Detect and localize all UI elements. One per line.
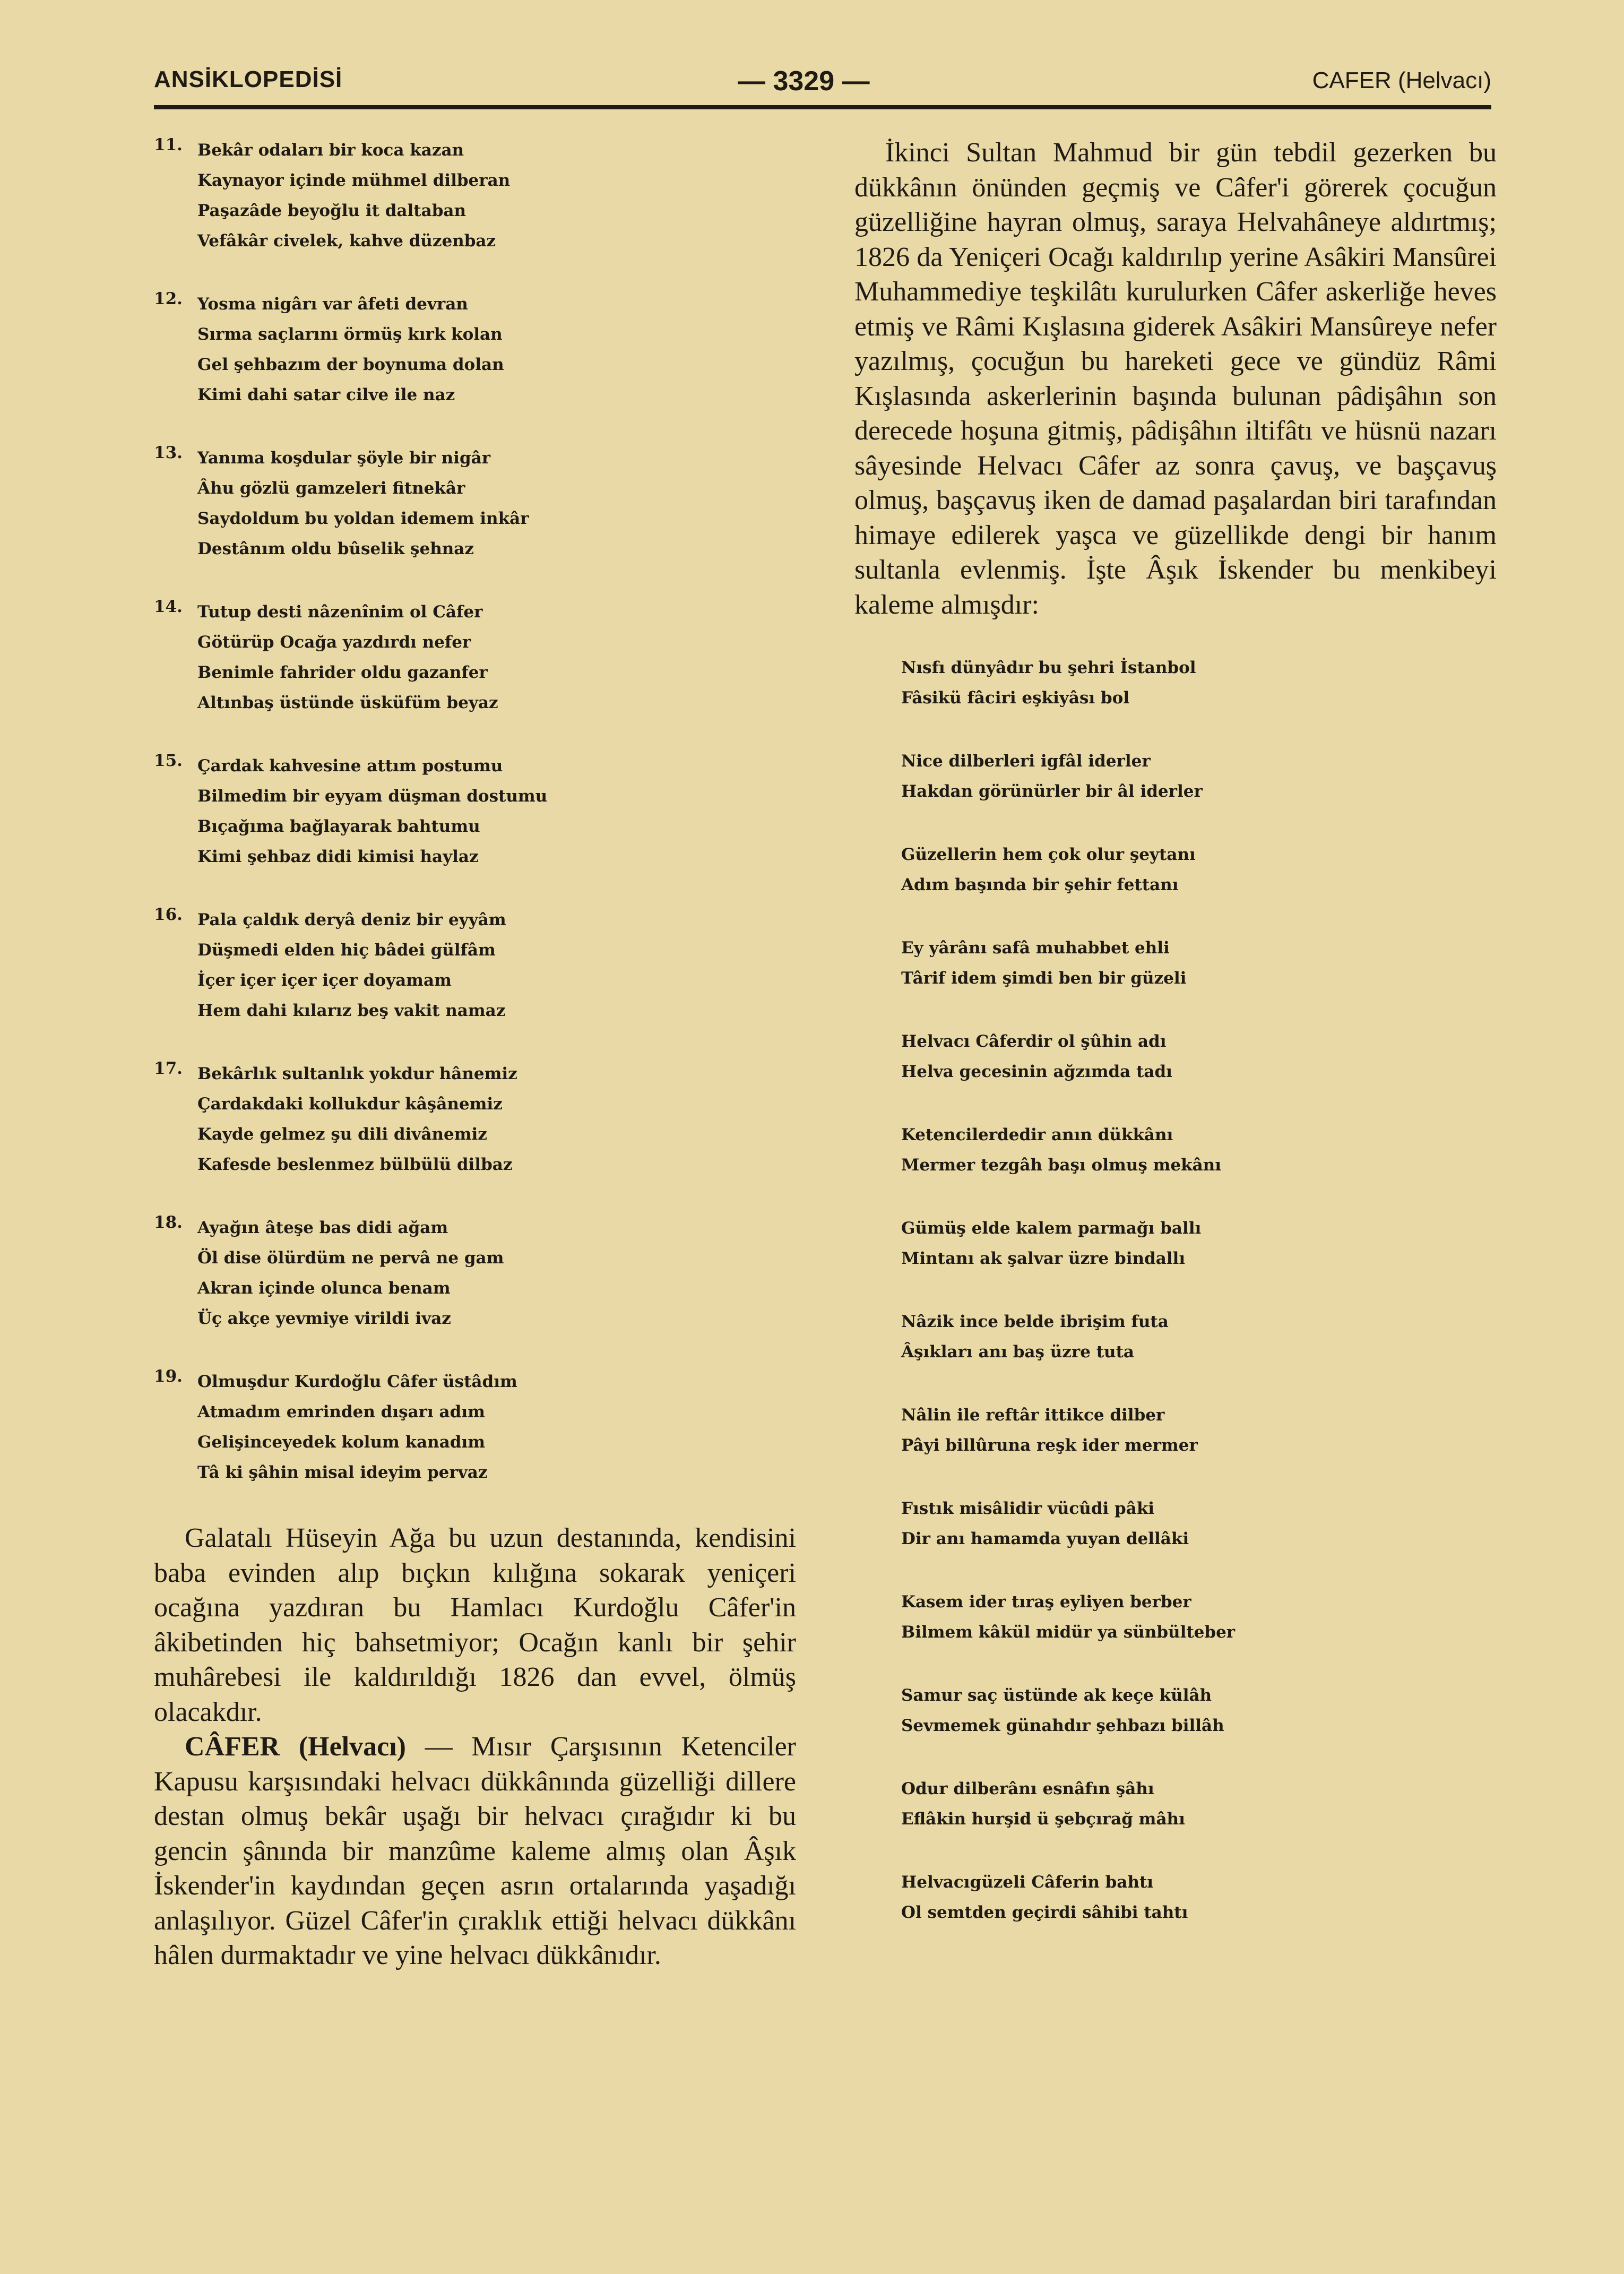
stanza [154,1213,796,1334]
verse-line: Eflâkin hurşid ü şebçırağ mâhı [901,1810,1185,1829]
verse-line: Yanıma koşdular şöyle bir nigâr [197,449,491,468]
verse-line: Pâyi billûruna reşk ider mermer [901,1436,1198,1455]
verse-line: Nice dilberleri igfâl iderler [901,752,1151,771]
stanza-lines [197,289,796,410]
verse-line: Kimi dahi satar cilve ile naz [197,385,455,404]
verse-line: Bıçağıma bağlayarak bahtumu [197,817,480,836]
right-column [854,135,1497,1961]
verse-line: Bekârlık sultanlık yokdur hânemiz [197,1064,517,1083]
verse-line: Çardak kahvesine attım postumu [197,756,503,776]
verse-line: Benimle fahrider oldu gazanfer [197,663,488,682]
couplet [901,1587,1497,1648]
verse-line: Hem dahi kılarız beş vakit namaz [197,1001,506,1020]
verse-line: Tâ ki şâhin misal ideyim pervaz [197,1463,488,1482]
couplet [901,933,1497,994]
stanza [154,751,796,872]
couplet [901,1307,1497,1367]
stanza [154,289,796,410]
paragraph-sultan-mahmud: İkinci Sultan Mahmud bir gün tebdil gezerken bu dükkânın önünden geçmiş ve Câfer'i görerek çocuğun güzelliğine hayran olmuş, saraya Helvahâneye aldırtmış; 1826 da Yeniçeri Ocağı kaldırılıp yerine Asâkiri Mansûrei Muhammediye teşkilâtı kurulurken Câfer askerliğe heves etmiş ve Râmi Kışlasına giderek Asâkiri Mansûreye nefer yazılmış, çocuğun bu hareketi gece ve gündüz Râmi Kışlasında askerlerinin başında bulunan pâdişâhın son derecede hoşuna gitmiş, pâdişâhın iltifâtı ve hüsnü nazarı sâyesinde Helvacı Câfer az sonra çavuş, ve başçavuş olmuş, başçavuş iken de damad paşalardan biri tarafından himaye edilerek yaşca ve güzellikde dengi bir hanım sultanla evlenmiş. İşte Âşık İskender bu menkibeyi kaleme almışdır: [854,137,1497,620]
left-prose [154,1521,796,1973]
couplet [901,1494,1497,1554]
paragraph-cafer-entry [154,1729,796,1973]
verse-line: Kimi şehbaz didi kimisi haylaz [197,847,479,866]
verse-line: Üç akçe yevmiye virildi ivaz [197,1309,451,1328]
stanza-number: 17. [154,1059,183,1078]
stanza-number: 13. [154,443,183,462]
verse-line: Helvacı Câferdir ol şûhin adı [901,1032,1167,1051]
left-column [154,135,796,1973]
verse-line: Kafesde beslenmez bülbülü dilbaz [197,1155,513,1174]
stanza-number: 16. [154,905,183,924]
couplet [901,1867,1497,1928]
verse-line: Mermer tezgâh başı olmuş mekânı [901,1156,1221,1175]
verse-line: Târif idem şimdi ben bir güzeli [901,969,1187,988]
verse-line: Öl dise ölürdüm ne pervâ ne gam [197,1248,504,1268]
verse-line: Ayağın âteşe bas didi ağam [197,1218,448,1237]
verse-line: Düşmedi elden hiç bâdei gülfâm [197,941,496,960]
verse-line: Mintanı ak şalvar üzre bindallı [901,1249,1186,1268]
stanza [154,905,796,1026]
entry-body: — Mısır Çarşısının Ketenciler Kapusu karşısındaki helvacı dükkânında güzelliği dillere destan olmuş bekâr uşağı bir helvacı çırağıdır ki bu gencin şânında bir manzûme kaleme almış olan Âşık İskender'in kaydından geçen asrın ortalarında yaşadığı anlaşılıyor. Güzel Câfer'in çıraklık ettiği helvacı dükkânı hâlen durmaktadır ve yine helvacı dükkânıdır. [154,1732,796,1970]
stanza-lines [197,905,796,1026]
stanza-lines [197,751,796,872]
verse-line: Gel şehbazım der boynuma dolan [197,355,504,374]
stanza-number: 14. [154,597,183,616]
stanza-number: 19. [154,1367,183,1386]
couplet [901,653,1497,713]
entry-title: CÂFER (Helvacı) [185,1732,406,1762]
stanza-lines [197,597,796,718]
stanza [154,443,796,564]
verse-line: Tutup desti nâzenînim ol Câfer [197,602,483,622]
verse-line: Kaynayor içinde mühmel dilberan [197,171,511,190]
verse-line: İçer içer içer içer doyamam [197,971,452,990]
left-stanzas [154,135,796,1488]
verse-line: Helvacıgüzeli Câferin bahtı [901,1873,1154,1892]
couplet [901,1027,1497,1087]
verse-line: Bilmem kâkül midür ya sünbülteber [901,1623,1236,1642]
verse-line: Destânım oldu bûselik şehnaz [197,539,474,558]
verse-line: Çardakdaki kollukdur kâşânemiz [197,1095,503,1114]
verse-line: Nâlin ile reftâr ittikce dilber [901,1406,1165,1425]
stanza-lines [197,1213,796,1334]
verse-line: Fıstık misâlidir vücûdi pâki [901,1499,1155,1518]
verse-line: Vefâkâr civelek, kahve düzenbaz [197,231,496,251]
verse-line: Odur dilberânı esnâfın şâhı [901,1779,1154,1798]
couplet [901,746,1497,807]
verse-line: Akran içinde olunca benam [197,1279,451,1298]
right-prose [854,135,1497,622]
stanza-lines [197,135,796,256]
page-header [154,61,1491,104]
couplet [901,1213,1497,1274]
verse-line: Hakdan görünürler bir âl iderler [901,782,1203,801]
stanza-number: 15. [154,751,183,770]
verse-line: Âhu gözlü gamzeleri fitnekâr [197,479,465,498]
verse-line: Âşıkları anı baş üzre tuta [901,1342,1134,1362]
stanza [154,1059,796,1180]
stanza-number: 11. [154,135,183,154]
running-title: ANSİKLOPEDİSİ [154,66,343,92]
stanza-lines [197,443,796,564]
verse-line: Dir anı hamamda yuyan dellâki [901,1529,1189,1548]
couplet [901,840,1497,900]
verse-line: Nâzik ince belde ibrişim futa [901,1312,1169,1331]
stanza-lines [197,1367,796,1488]
stanza [154,597,796,718]
verse-line: Olmuşdur Kurdoğlu Câfer üstâdım [197,1372,517,1391]
verse-line: Atmadım emrinden dışarı adım [197,1402,485,1422]
stanza-lines [197,1059,796,1180]
verse-line: Kayde gelmez şu dili divânemiz [197,1125,487,1144]
verse-line: Ol semtden geçirdi sâhibi tahtı [901,1903,1188,1922]
verse-line: Yosma nigârı var âfeti devran [197,295,468,314]
header-rule [154,105,1491,109]
verse-line: Ketencilerdedir anın dükkânı [901,1125,1173,1144]
verse-line: Gümüş elde kalem parmağı ballı [901,1219,1202,1238]
couplet [901,1774,1497,1834]
couplet [901,1681,1497,1741]
couplet [901,1120,1497,1181]
couplet [901,1400,1497,1461]
verse-line: Helva gecesinin ağzımda tadı [901,1062,1172,1081]
asik-iskender-poem [901,653,1497,1928]
verse-line: Saydoldum bu yoldan idemem inkâr [197,509,529,528]
verse-line: Götürüp Ocağa yazdırdı nefer [197,633,471,652]
verse-line: Paşazâde beyoğlu it daltaban [197,201,466,220]
page-number: — 3329 — [738,66,870,97]
stanza [154,135,796,256]
verse-line: Samur saç üstünde ak keçe külâh [901,1686,1212,1705]
verse-line: Güzellerin hem çok olur şeytanı [901,845,1196,864]
paragraph-galatali: Galatalı Hüseyin Ağa bu uzun destanında, kendisini baba evinden alıp bıçkın kılığına sokarak yeniçeri ocağına yazdıran bu Hamlacı Kurdoğlu Câfer'in âkibetinden hiç bahsetmiyor; Ocağın kanlı bir şehir muhârebesi ile kaldırıldığı 1826 dan evvel, ölmüş olacakdır. [154,1523,796,1727]
verse-line: Fâsikü fâciri eşkiyâsı bol [901,688,1130,708]
stanza-number: 18. [154,1213,183,1232]
verse-line: Adım başında bir şehir fettanı [901,875,1179,894]
stanza [154,1367,796,1488]
verse-line: Nısfı dünyâdır bu şehri İstanbol [901,658,1196,677]
verse-line: Gelişinceyedek kolum kanadım [197,1433,486,1452]
verse-line: Altınbaş üstünde üsküfüm beyaz [197,693,498,712]
verse-line: Bekâr odaları bir koca kazan [197,141,464,160]
verse-line: Kasem ider tıraş eyliyen berber [901,1592,1191,1612]
verse-line: Bilmedim bir eyyam düşman dostumu [197,787,548,806]
verse-line: Sırma saçlarını örmüş kırk kolan [197,325,503,344]
verse-line: Sevmemek günahdır şehbazı billâh [901,1716,1224,1735]
verse-line: Pala çaldık deryâ deniz bir eyyâm [197,910,506,929]
verse-line: Ey yârânı safâ muhabbet ehli [901,938,1170,958]
stanza-number: 12. [154,289,183,308]
entry-heading: CAFER (Helvacı) [1312,67,1491,93]
